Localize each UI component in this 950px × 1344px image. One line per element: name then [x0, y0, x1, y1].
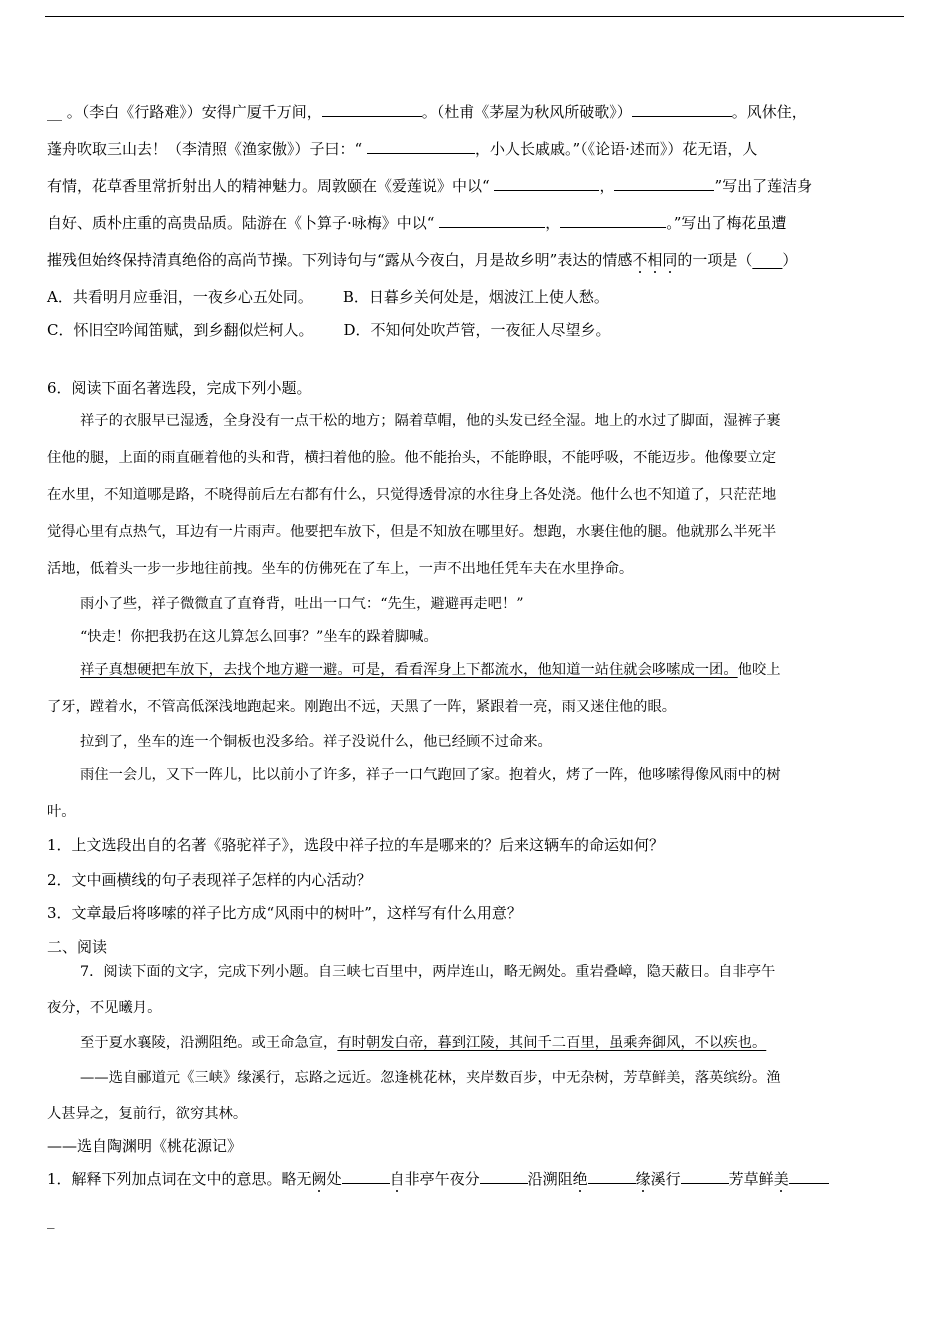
q7-line: ——选自郦道元《三峡》缘溪行，忘路之远近。忽逢桃花林，夹岸数百步，中无杂树，芳草鲜美，落英缤纷。渔: [80, 1070, 781, 1086]
passage-line: 雨住一会儿，又下一阵儿，比以前小了许多，祥子一口气跑回了家。抱着火，烤了一阵，他哆嗦得像风雨中的树: [80, 767, 781, 783]
passage-line: “快走！你把我扔在这儿算怎么回事？”坐车的跺着脚喊。: [80, 629, 438, 645]
q7-subquestion-1: 1．解释下列加点词在文中的意思。略无阙处 自非亭午夜分 沿溯阻绝 缘溪行 芳草鲜美: [47, 1169, 829, 1189]
q7-source: ——选自陶渊明《桃花源记》: [47, 1137, 243, 1155]
q5-options-row-2: [47, 320, 611, 340]
q5-line-3: 有情，花草香里常折射出人的精神魅力。周敦颐在《爱莲说》中以“ ， ”写出了莲洁身: [47, 177, 813, 195]
answer-blank[interactable]: [560, 215, 666, 228]
answer-blank[interactable]: [588, 1171, 636, 1184]
option-c[interactable]: C．怀旧空吟闻笛赋，到乡翻似烂柯人。: [47, 321, 314, 339]
answer-blank[interactable]: [342, 1171, 390, 1184]
answer-blank[interactable]: [789, 1171, 829, 1184]
passage-line: 雨小了些，祥子微微直了直脊背，吐出一口气：“先生，避避再走吧！”: [80, 596, 524, 612]
q6-subquestion-2: 2．文中画横线的句子表现祥子怎样的内心活动？: [47, 871, 372, 889]
passage-line: 活地，低着头一步一步地往前拽。坐车的仿佛死在了车上，一声不出地任凭车夫在水里挣命。: [47, 561, 634, 577]
option-b[interactable]: B．日暮乡关何处是，烟波江上使人愁。: [342, 288, 609, 306]
passage-line: 拉到了，坐车的连一个铜板也没多给。祥子没说什么，他已经顾不过命来。: [80, 734, 552, 750]
q6-title: 6．阅读下面名著选段，完成下列小题。: [47, 379, 312, 397]
passage-line: 祥子真想硬把车放下，去找个地方避一避。可是，看看浑身上下都流水，他知道一站住就会哆嗦成一团。他咬上: [80, 662, 781, 678]
underlined-sentence: 有时朝发白帝，暮到江陵，其间千二百里，虽乘奔御风，不以疾也。: [337, 1035, 767, 1051]
q5-options-row-1: [47, 287, 609, 307]
q5-line-4: 自好、质朴庄重的高贵品质。陆游在《卜算子·咏梅》中以“ ， 。”写出了梅花虽遭: [47, 214, 787, 232]
q7-line: 7．阅读下面的文字，完成下列小题。自三峡七百里中，两岸连山，略无阙处。重岩叠嶂，隐天蔽日。自非亭午: [80, 964, 776, 980]
q7-line: 夜分，不见曦月。: [47, 1000, 162, 1016]
passage-line: 觉得心里有点热气，耳边有一片雨声。他要把车放下，但是不知放在哪里好。想跑，水裹住他的腿。他就那么半死半: [47, 524, 777, 540]
answer-blank[interactable]: [367, 141, 475, 154]
q7-line: 至于夏水襄陵，沿溯阻绝。或王命急宣，有时朝发白帝，暮到江陵，其间千二百里，虽乘奔御风，不以疾也。: [80, 1035, 767, 1051]
answer-blank[interactable]: [632, 104, 732, 117]
answer-blank[interactable]: [614, 178, 714, 191]
q5-line-1: __ 。（李白《行路难》）安得广厦千万间， 。（杜甫《茅屋为秋风所破歌》） 。风休住，: [47, 103, 807, 121]
passage-line: 了牙，蹚着水，不管高低深浅地跑起来。刚跑出不远，天黑了一阵，紧跟着一亮，雨又迷住他的眼。: [47, 699, 677, 715]
section-heading: 二、阅读: [47, 938, 108, 956]
passage-line: 在水里，不知道哪是路，不晓得前后左右都有什么，只觉得透骨凉的水往身上各处浇。他什么也不知道了，只茫茫地: [47, 487, 777, 503]
q7-line: 人甚异之，复前行，欲穷其林。: [47, 1106, 248, 1122]
answer-blank[interactable]: [480, 1171, 528, 1184]
answer-blank[interactable]: [681, 1171, 729, 1184]
q5-line-5: 摧残但始终保持清真绝俗的高尚节操。下列诗句与“露从今夜白，月是故乡明”表达的情感不相同的一项是（____）: [47, 251, 798, 269]
answer-blank[interactable]: [322, 104, 422, 117]
q6-subquestion-1: 1．上文选段出自的名著《骆驼祥子》，选段中祥子拉的车是哪来的？后来这辆车的命运如何？: [47, 836, 665, 854]
passage-line: 叶。: [47, 804, 76, 820]
answer-blank[interactable]: [439, 215, 545, 228]
option-a[interactable]: A．共看明月应垂泪，一夜乡心五处同。: [47, 288, 313, 306]
passage-line: 祥子的衣服早已湿透，全身没有一点干松的地方；隔着草帽，他的头发已经全湿。地上的水过了脚面，湿裤子裹: [80, 413, 781, 429]
top-rule: [45, 16, 904, 17]
q5-line-2: 蓬舟吹取三山去！（李清照《渔家傲》）子曰：“ ，小人长戚戚。”（《论语·述而》）花无语，人: [47, 140, 758, 158]
underlined-sentence: 祥子真想硬把车放下，去找个地方避一避。可是，看看浑身上下都流水，他知道一站住就会哆嗦成一团。: [80, 662, 738, 678]
answer-blank[interactable]: ____: [752, 251, 783, 269]
passage-line: 住他的腿，上面的雨直砸着他的头和背，横扫着他的脸。他不能抬头，不能睁眼，不能呼吸，不能迈步。他像要立定: [47, 450, 777, 466]
answer-blank-continued[interactable]: _: [47, 1211, 55, 1229]
answer-blank[interactable]: [494, 178, 599, 191]
q6-subquestion-3: 3．文章最后将哆嗦的祥子比方成“风雨中的树叶”，这样写有什么用意？: [47, 904, 522, 922]
option-d[interactable]: D．不知何处吹芦管，一夜征人尽望乡。: [343, 321, 611, 339]
